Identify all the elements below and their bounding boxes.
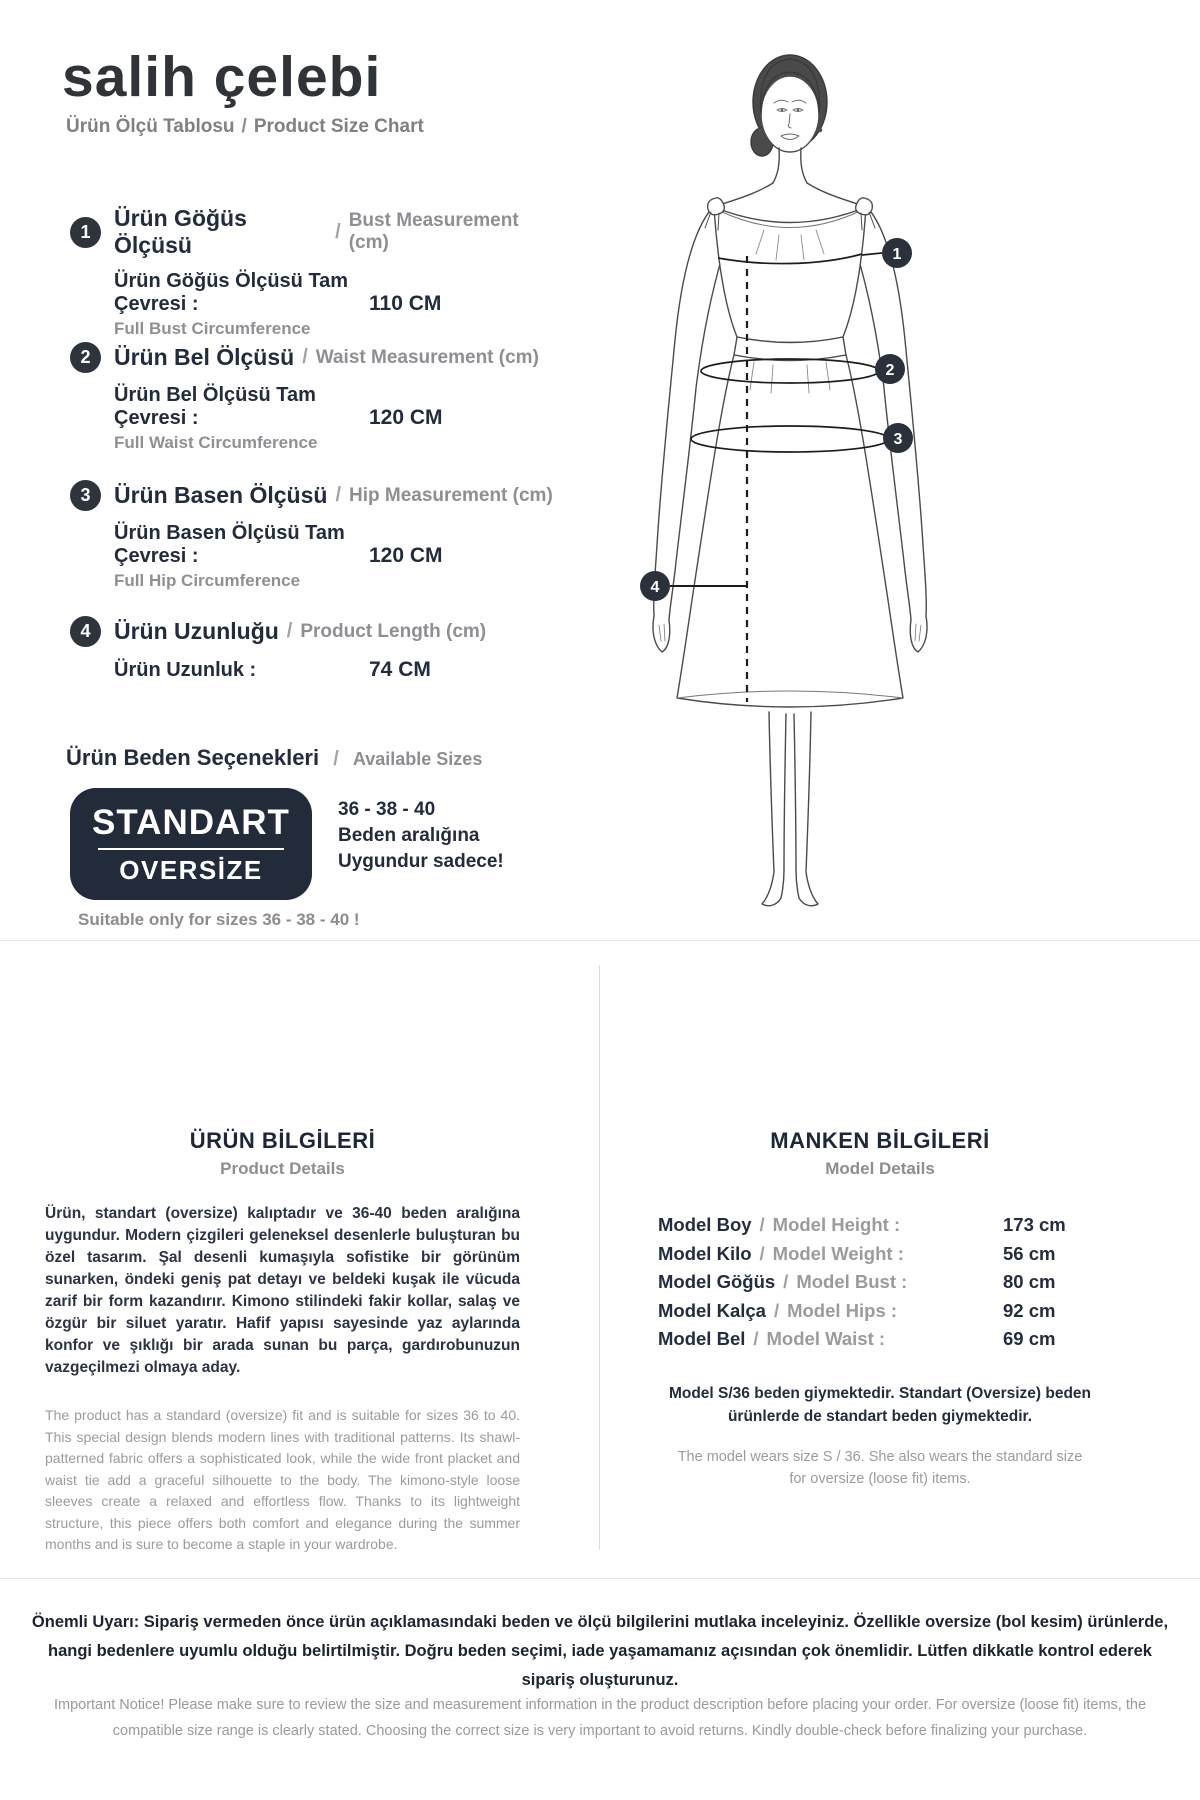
divider-vertical (599, 965, 600, 1550)
divider-horizontal-top (0, 940, 1200, 941)
waist-title-tr: Ürün Bel Ölçüsü (114, 344, 295, 370)
earring-left (758, 128, 761, 131)
model-waist-en: Model Waist : (766, 1328, 886, 1349)
separator-slash: / (773, 1299, 780, 1321)
model-hips-en: Model Hips : (787, 1299, 898, 1321)
dress-skirt (677, 355, 903, 707)
hip-sub-en: Full Hip Circumference (114, 571, 301, 590)
hip-title-en: Hip Measurement (cm) (349, 484, 553, 506)
available-sizes-heading (66, 745, 482, 771)
brand-logo: salih çelebi (62, 45, 382, 109)
figure-marker-2-label: 2 (885, 362, 895, 379)
product-details-section (45, 1128, 520, 1556)
model-bust-tr: Model Göğüs (658, 1271, 776, 1292)
separator-slash: / (335, 484, 341, 506)
bust-sub-en: Full Bust Circumference (114, 319, 311, 338)
product-details-heading-en: Product Details (220, 1159, 345, 1178)
model-weight-en: Model Weight : (772, 1242, 904, 1264)
separator-slash: / (753, 1328, 759, 1349)
separator-slash: / (286, 620, 293, 642)
separator-slash: / (759, 1214, 765, 1235)
bust-row-label: Ürün Göğüs Ölçüsü Tam Çevresi : (114, 270, 349, 315)
model-height-en: Model Height : (772, 1214, 901, 1235)
separator-slash: / (783, 1271, 789, 1292)
important-notice-en: Important Notice! Please make sure to review the size and measurement information in the product description before placing your order. For oversize (loose fit) items, the compatible size range is clearly stated. Choosing the correct size is very important to avoid returns. Kindly double-check before finalizing your purchase. (53, 1697, 1147, 1739)
product-details-heading-tr: ÜRÜN BİLGİLERİ (189, 1128, 376, 1153)
separator-slash: / (759, 1242, 765, 1264)
hip-row-label: Ürün Basen Ölçüsü Tam Çevresi : (114, 522, 345, 567)
size-range-line1: 36 - 38 - 40 (338, 799, 436, 820)
measurement-section-waist (70, 342, 560, 453)
number-badge-1: 1 (70, 217, 101, 248)
model-bust-value: 80 cm (1003, 1271, 1056, 1292)
figure-marker-1-label: 1 (892, 246, 902, 263)
model-note-tr: Model S/36 beden giymektedir. Standart (Oversize) beden ürünlerde de standart beden giymektedir. (668, 1384, 1092, 1425)
product-details-text-tr: Ürün, standart (oversize) kalıptadır ve 36-40 beden aralığına uygundur. Modern çizgileri geleneksel desenlerle buluşturan bu özel tasarım. Şal desenli kumaşıyla sofistike bir görünüm sunarken, öndeki geniş pat detayı ve beldeki kuşak ile vücuda zarif bir form kazandırır. Kimono stilindeki fakir kollar, salaş ve özgür bir siluet yaratır. Hafif yapısı sayesinde yaz aylarında konfor ve şıklığı bir arada sunan bu parça, gardırobunuzun vazgeçilmezi olmaya aday. (45, 1205, 520, 1376)
model-row-waist (658, 1325, 1120, 1354)
bust-title-en: Bust Measurement (cm) (348, 210, 519, 253)
available-sizes-en: Available Sizes (352, 749, 483, 769)
page-title-en: Product Size Chart (253, 116, 424, 137)
measurement-section-length (70, 616, 560, 682)
model-row-height (658, 1211, 1120, 1240)
model-note-en: The model wears size S / 36. She also wears the standard size for oversize (loose fit) items. (677, 1448, 1083, 1487)
waist-value: 120 CM (369, 406, 443, 429)
size-range-line3: Uygundur sadece! (338, 851, 504, 872)
model-hips-value: 92 cm (1003, 1299, 1056, 1321)
bust-value: 110 CM (369, 292, 442, 315)
length-title-en: Product Length (cm) (300, 620, 487, 642)
waist-title-en: Waist Measurement (cm) (315, 346, 539, 368)
dress-figure-illustration (540, 40, 1020, 940)
legs (762, 712, 818, 906)
size-range-note (338, 797, 504, 875)
separator-slash: / (335, 220, 341, 243)
length-row-label: Ürün Uzunluk : (114, 659, 257, 681)
model-waist-tr: Model Bel (658, 1328, 746, 1349)
earring-right (818, 128, 821, 131)
figure-marker-3-label: 3 (893, 431, 903, 448)
divider-horizontal-bottom (0, 1578, 1200, 1579)
page-title-tr: Ürün Ölçü Tablosu (66, 116, 235, 137)
badge-divider (98, 848, 284, 850)
neck-left (773, 148, 779, 183)
model-bust-en: Model Bust : (796, 1271, 908, 1292)
number-badge-4: 4 (70, 616, 101, 647)
size-badge-oversize: OVERSİZE (119, 855, 263, 885)
model-height-value: 173 cm (1003, 1214, 1066, 1235)
model-measurements-list (658, 1211, 1120, 1354)
hip-value: 120 CM (369, 544, 443, 567)
suitable-note-en: Suitable only for sizes 36 - 38 - 40 ! (78, 910, 360, 929)
waist-row-label: Ürün Bel Ölçüsü Tam Çevresi : (114, 384, 316, 429)
length-value: 74 CM (369, 658, 431, 681)
model-details-heading-tr: MANKEN BİLGİLERİ (770, 1128, 990, 1153)
model-weight-value: 56 cm (1003, 1242, 1056, 1264)
model-waist-value: 69 cm (1003, 1328, 1056, 1349)
separator-slash: / (302, 346, 308, 368)
separator-slash: / (333, 748, 339, 770)
number-badge-3: 3 (70, 480, 101, 511)
size-range-line2: Beden aralığına (338, 825, 480, 846)
neck-right (801, 148, 807, 183)
model-details-heading-en: Model Details (825, 1159, 935, 1178)
model-details-section (640, 1128, 1120, 1490)
size-badge-standart: STANDART (92, 803, 290, 842)
product-details-text-en: The product has a standard (oversize) fit and is suitable for sizes 36 to 40. This special design blends modern lines with traditional patterns. Its shawl-patterned fabric offers a sophisticated look, while the wide front placket and waist tie add a graceful silhouette to the body. The kimono-style loose sleeves create a relaxed and effortless flow. Thanks to its lightweight structure, this piece offers both comfort and elegance during the summer months and is sure to become a staple in your wardrobe. (45, 1407, 520, 1552)
important-notice-tr: Önemli Uyarı: Sipariş vermeden önce ürün açıklamasındaki beden ve ölçü bilgilerini mutlaka inceleyiniz. Özellikle oversize (bol kesim) ürünlerde, hangi bedenlere uyumlu olduğu belirtilmiştir. Doğru beden seçimi, iade yaşamamanız açısından çok önemlidir. Lütfen dikkatle kontrol ederek sipariş oluşturunuz. (31, 1613, 1169, 1689)
model-row-bust (658, 1268, 1120, 1297)
model-hips-tr: Model Kalça (658, 1299, 766, 1321)
waist-sub-en: Full Waist Circumference (114, 433, 318, 452)
model-height-tr: Model Boy (658, 1214, 752, 1235)
figure-marker-4-label: 4 (650, 579, 660, 596)
measurement-section-bust (70, 205, 560, 339)
size-badge (70, 788, 312, 900)
model-row-weight (658, 1240, 1120, 1269)
number-badge-2: 2 (70, 342, 101, 373)
page-title (66, 116, 424, 138)
measurement-section-hip (70, 480, 560, 591)
model-row-hips (658, 1297, 1120, 1326)
model-weight-tr: Model Kilo (658, 1242, 752, 1264)
hip-title-tr: Ürün Basen Ölçüsü (114, 482, 328, 508)
available-sizes-tr: Ürün Beden Seçenekleri (66, 745, 320, 770)
bust-title-tr: Ürün Göğüs Ölçüsü (114, 205, 247, 258)
length-title-tr: Ürün Uzunluğu (114, 618, 279, 644)
separator-slash: / (241, 116, 247, 137)
